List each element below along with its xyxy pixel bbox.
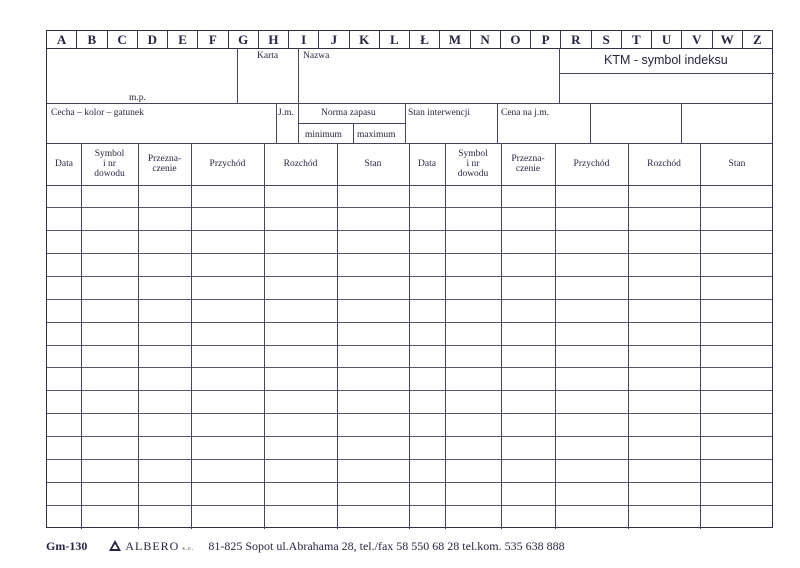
entry-column-divider — [501, 185, 502, 529]
karta-label: Karta — [257, 51, 279, 61]
column-letter: N — [471, 31, 501, 48]
column-letter: W — [713, 31, 743, 48]
mp-label: m.p. — [129, 93, 146, 103]
form-code: Gm-130 — [46, 539, 88, 553]
minimum-label: minimum — [305, 130, 342, 140]
column-heading-przychod: Przychód — [573, 159, 610, 169]
column-heading-divider — [191, 143, 192, 185]
column-heading-line: i nr — [466, 159, 480, 169]
column-letter: Z — [753, 32, 762, 47]
ktm-label: KTM - symbol indeksu — [604, 53, 728, 67]
column-letter: T — [622, 31, 652, 48]
footer-address: 81-825 Sopot ul.Abrahama 28, tel./fax 58 550 68 28 tel.kom. 535 638 888 — [208, 539, 565, 553]
column-heading-divider — [501, 143, 502, 185]
column-letter: R — [561, 31, 591, 48]
column-heading-line: Symbol — [458, 149, 488, 159]
entry-column-divider — [700, 185, 701, 529]
jm-left-border — [276, 103, 277, 143]
column-letter: H — [259, 31, 289, 48]
entry-column-divider — [628, 185, 629, 529]
column-heading-divider — [81, 143, 82, 185]
norma-label: Norma zapasu — [321, 108, 376, 118]
jm-label: J.m. — [278, 108, 294, 118]
ktm-divider — [559, 73, 774, 74]
column-letter: A — [47, 31, 77, 48]
column-heading-line: dowodu — [94, 169, 125, 179]
column-letter: Ł — [410, 31, 440, 48]
column-heading-line: Przezna- — [511, 154, 545, 164]
entry-grid — [47, 185, 772, 529]
entry-column-divider — [81, 185, 82, 529]
entry-column-divider — [264, 185, 265, 529]
albero-logo-text: ALBERO — [125, 539, 180, 553]
entry-column-divider — [138, 185, 139, 529]
column-heading-rozchod: Rozchód — [283, 159, 318, 169]
ktm-left-border — [559, 48, 560, 103]
entry-column-divider — [445, 185, 446, 529]
column-letter: I — [289, 31, 319, 48]
column-heading-divider — [555, 143, 556, 185]
entry-column-divider — [555, 185, 556, 529]
column-heading-divider — [700, 143, 701, 185]
cecha-label: Cecha – kolor – gatunek — [51, 108, 144, 118]
column-letter: J — [319, 31, 349, 48]
column-letter: G — [229, 31, 259, 48]
column-heading-stan: Stan — [364, 159, 382, 169]
entry-column-divider — [191, 185, 192, 529]
header-divider-1 — [47, 103, 772, 104]
albero-logo — [109, 539, 194, 554]
entry-column-divider — [409, 185, 410, 529]
cena-left-border — [497, 103, 498, 143]
column-heading-divider — [409, 143, 410, 185]
cena-right-border — [590, 103, 591, 143]
column-heading-divider — [445, 143, 446, 185]
column-heading-divider — [337, 143, 338, 185]
column-headings — [47, 143, 772, 185]
column-letter: S — [592, 31, 622, 48]
column-letter: M — [440, 31, 470, 48]
maximum-label: maximum — [357, 130, 396, 140]
column-heading-line: dowodu — [457, 169, 489, 179]
column-letter: K — [350, 31, 380, 48]
albero-tree-icon — [109, 540, 121, 551]
column-heading-line: czenie — [515, 164, 541, 174]
column-heading-line: i nr — [103, 159, 116, 169]
min-max-divider — [353, 123, 354, 143]
column-letter: C — [108, 31, 138, 48]
column-letter: V — [682, 31, 712, 48]
norma-divider — [298, 123, 405, 124]
column-heading-data: Data — [55, 159, 73, 169]
column-heading-line: czenie — [152, 164, 177, 174]
column-heading-symbol — [81, 143, 138, 185]
column-heading-divider — [628, 143, 629, 185]
stan-interwencji-label: Stan interwencji — [408, 108, 470, 118]
column-heading-line: Symbol — [94, 149, 125, 159]
karta-left-border — [237, 48, 238, 103]
albero-logo-suffix: s.c. — [182, 546, 195, 552]
column-heading-symbol — [445, 143, 501, 185]
column-heading-line: Przezna- — [147, 154, 182, 164]
nazwa-label: Nazwa — [303, 51, 330, 61]
column-letter: E — [168, 31, 198, 48]
column-letter: L — [380, 31, 410, 48]
column-letter-strip — [47, 31, 772, 49]
column-heading-data: Data — [418, 159, 436, 169]
stock-card-form — [46, 30, 773, 528]
extra-field-border — [681, 103, 682, 143]
column-letter: F — [198, 31, 228, 48]
column-heading-przeznaczenie — [501, 143, 555, 185]
column-heading-stan: Stan — [728, 159, 746, 169]
entry-column-divider — [337, 185, 338, 529]
column-letter: U — [652, 31, 682, 48]
cena-label: Cena na j.m. — [501, 108, 550, 118]
footer — [46, 539, 565, 554]
nazwa-left-border — [298, 48, 299, 103]
stan-int-left-border — [405, 103, 406, 143]
column-heading-divider — [264, 143, 265, 185]
column-heading-divider — [138, 143, 139, 185]
column-heading-przychod: Przychód — [209, 159, 246, 169]
column-heading-przeznaczenie — [138, 143, 191, 185]
column-letter: D — [138, 31, 168, 48]
column-letter: P — [531, 31, 561, 48]
column-letter: O — [501, 31, 531, 48]
column-letter: B — [77, 31, 107, 48]
column-heading-rozchod: Rozchód — [647, 159, 681, 169]
